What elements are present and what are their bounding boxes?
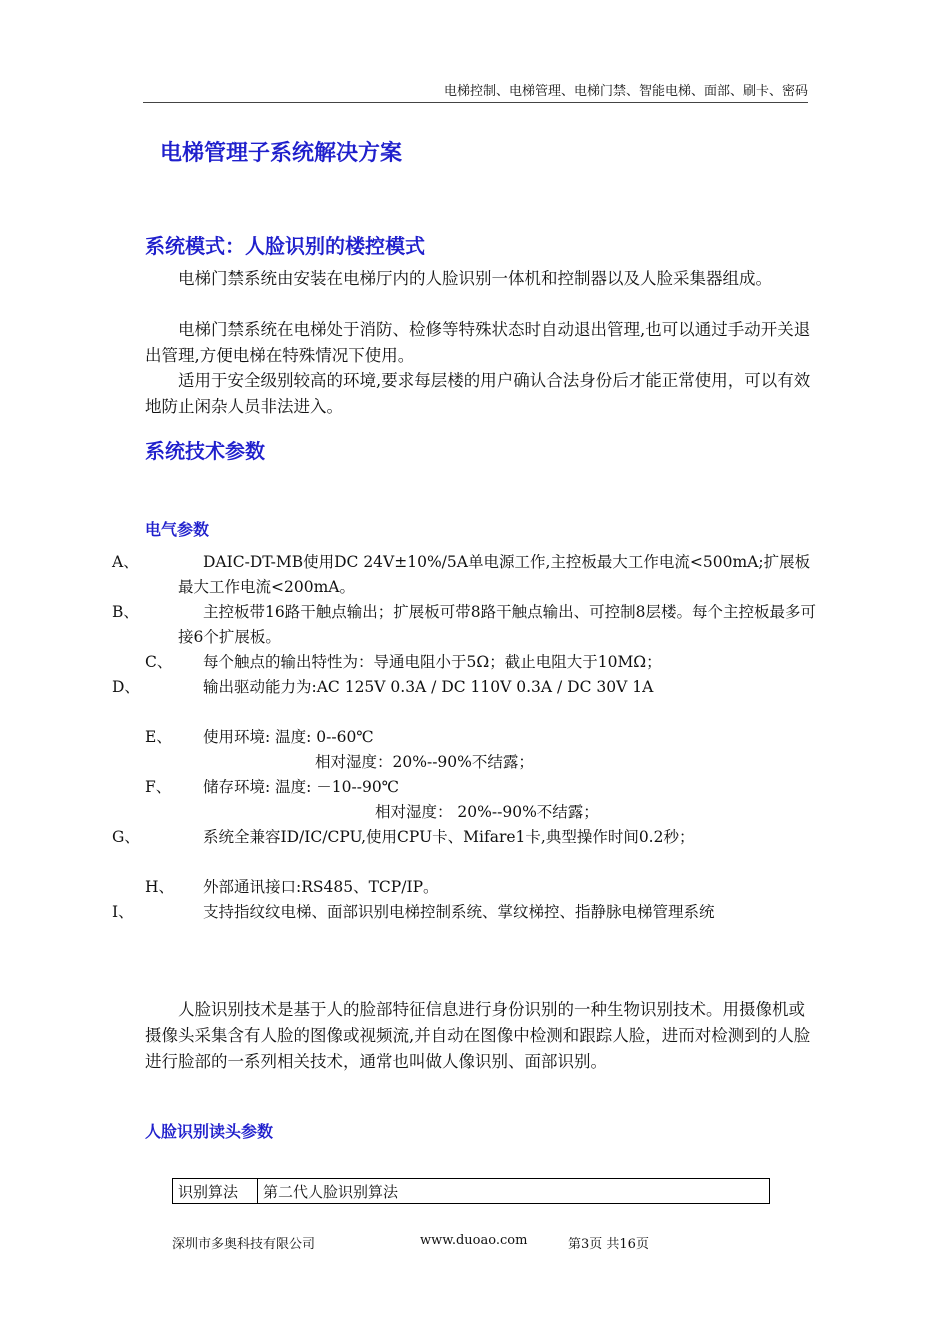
section-params-heading: 系统技术参数	[145, 439, 265, 463]
table-row	[173, 1179, 770, 1204]
item-text: 每个触点的输出特性为：导通电阻小于5Ω；截止电阻大于10MΩ；	[203, 653, 662, 671]
face-recognition-paragraph: 人脸识别技术是基于人的脸部特征信息进行身份识别的一种生物识别技术。用摄像机或摄像头采集含有人脸的图像或视频流,并自动在图像中检测和跟踪人脸，进而对检测到的人脸进行脸部的一系列相关技术，通常也叫做人像识别、面部识别。	[145, 1000, 811, 1071]
electrical-item-f-humidity: 相对湿度： 20%--90%不结露；	[375, 803, 599, 821]
section-mode-heading: 系统模式：人脸识别的楼控模式	[145, 234, 425, 258]
electrical-item-h	[145, 875, 825, 900]
item-text: 支持指纹纹电梯、面部识别电梯控制系统、掌纹梯控、指静脉电梯管理系统	[203, 903, 715, 921]
item-label: D、	[112, 678, 140, 696]
footer-company: 深圳市多奥科技有限公司	[172, 1237, 316, 1252]
item-text: 外部通讯接口:RS485、TCP/IP。	[203, 878, 439, 896]
header-divider	[143, 102, 808, 103]
mode-paragraph-2: 电梯门禁系统在电梯处于消防、检修等特殊状态时自动退出管理,也可以通过手动开关退出管理,方便电梯在特殊情况下使用。	[145, 320, 811, 365]
reader-params-table	[172, 1178, 770, 1204]
item-text: 输出驱动能力为:AC 125V 0.3A / DC 110V 0.3A / DC 30V 1A	[203, 678, 654, 696]
item-label: F、	[145, 778, 172, 796]
electrical-item-g	[112, 825, 825, 850]
electrical-item-b	[112, 600, 825, 650]
item-text: 系统全兼容ID/IC/CPU,使用CPU卡、Mifare1卡,典型操作时间0.2秒；	[203, 828, 695, 846]
item-text: DAIC-DT-MB使用DC 24V±10%/5A单电源工作,主控板最大工作电流<500mA;扩展板最大工作电流<200mA。	[178, 553, 811, 596]
electrical-item-a	[112, 550, 825, 600]
electrical-heading: 电气参数	[145, 520, 210, 539]
item-label: G、	[112, 828, 140, 846]
item-text: 主控板带16路干触点输出；扩展板可带8路干触点输出、可控制8层楼。每个主控板最多可接6个扩展板。	[178, 603, 816, 646]
table-cell-value: 第二代人脸识别算法	[258, 1179, 770, 1204]
footer-website: www.duoao.com	[420, 1233, 528, 1248]
electrical-item-i	[112, 900, 825, 925]
electrical-item-e-humidity: 相对湿度：20%--90%不结露；	[315, 753, 534, 771]
header-keywords: 电梯控制、电梯管理、电梯门禁、智能电梯、面部、刷卡、密码	[443, 84, 808, 99]
item-label: E、	[145, 728, 172, 746]
electrical-item-d	[112, 675, 825, 700]
electrical-item-e	[145, 725, 825, 750]
item-text: 使用环境: 温度: 0--60℃	[203, 728, 374, 746]
page-title: 电梯管理子系统解决方案	[160, 141, 403, 166]
item-label: H、	[145, 878, 175, 896]
item-text: 储存环境: 温度: －10--90℃	[203, 778, 400, 796]
table-cell-key: 识别算法	[173, 1179, 258, 1204]
reader-params-heading: 人脸识别读头参数	[145, 1122, 274, 1141]
electrical-item-c	[145, 650, 825, 675]
item-label: I、	[112, 903, 134, 921]
item-label: C、	[145, 653, 173, 671]
item-label: B、	[112, 603, 139, 621]
mode-paragraph-1: 电梯门禁系统由安装在电梯厅内的人脸识别一体机和控制器以及人脸采集器组成。	[178, 269, 772, 288]
electrical-item-f	[145, 775, 825, 800]
mode-paragraph-3: 适用于安全级别较高的环境,要求每层楼的用户确认合法身份后才能正常使用，可以有效地防止闲杂人员非法进入。	[145, 371, 811, 416]
item-label: A、	[112, 553, 139, 571]
footer-page-number: 第3页 共16页	[568, 1237, 649, 1252]
